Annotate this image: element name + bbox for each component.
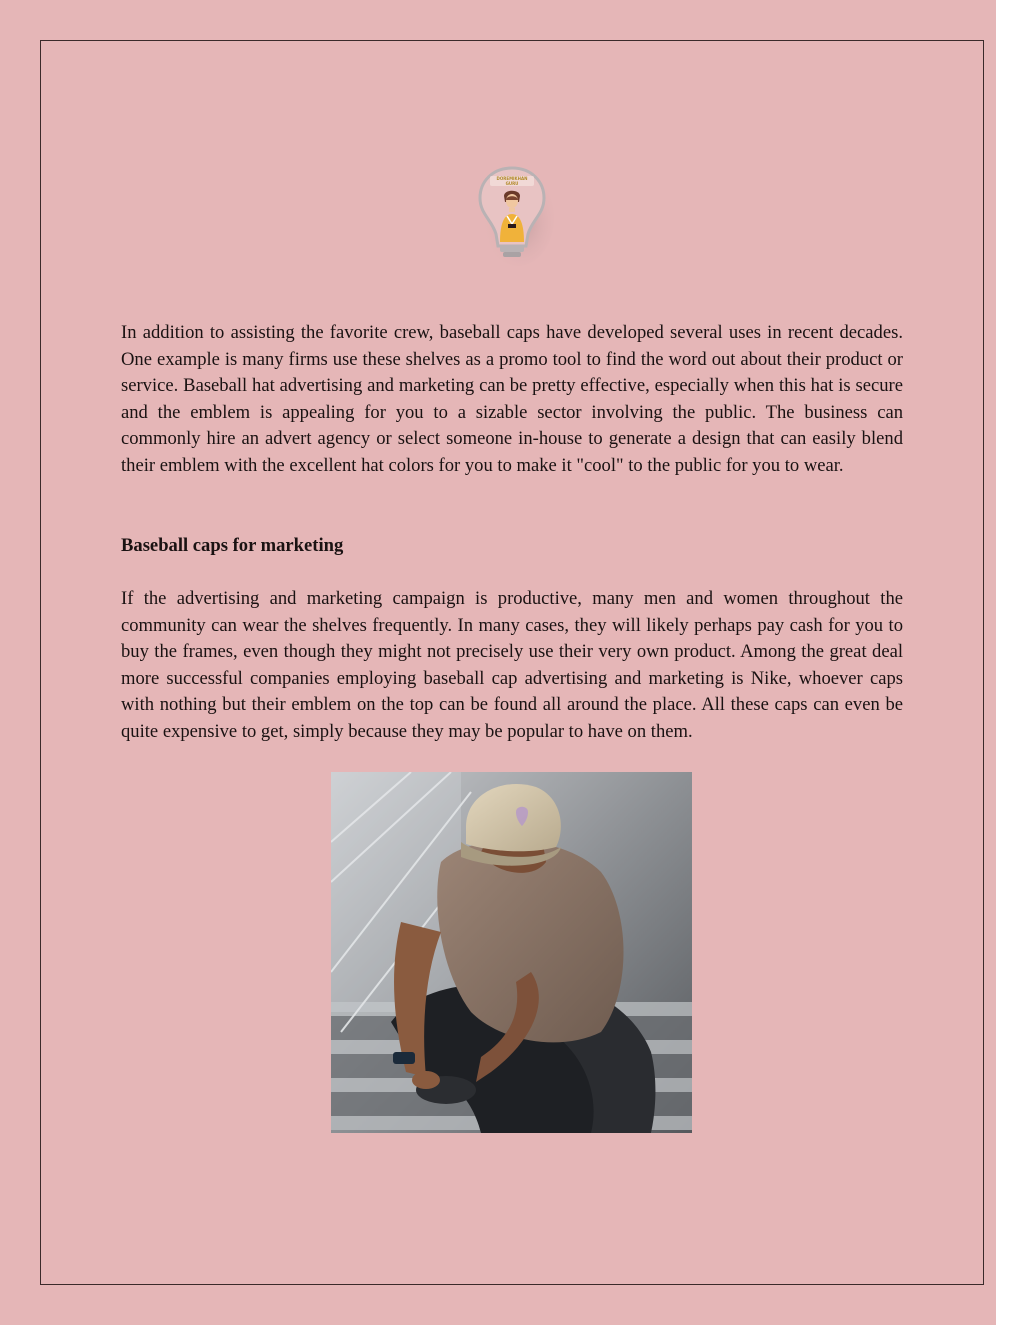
lightbulb-woman-logo-icon — [474, 162, 554, 270]
section-heading: Baseball caps for marketing — [121, 535, 344, 556]
man-in-baseball-cap-photo-icon — [331, 772, 692, 1133]
svg-text:DOREMIKHAN: DOREMIKHAN — [496, 176, 528, 181]
svg-text:GURU: GURU — [505, 181, 519, 186]
body-paragraph-2: If the advertising and marketing campaign is productive, many men and women throughout the community can wear the shelves frequently. In many cases, they will likely perhaps pay cash for you to buy the frames, even though they might not precisely use their very own product. Among the great deal more successful companies employing baseball cap advertising and marketing is Nike, whoever caps with nothing but their emblem on the top can be found all around the place. All these caps can even be quite expensive to get, simply because they may be popular to have on them. — [121, 588, 903, 742]
body-paragraph-1: In addition to assisting the favorite crew, baseball caps have developed several uses in recent decades. One example is many firms use these shelves as a promo tool to find the word out about their product or service. Baseball hat advertising and marketing can be pretty effective, especially when this hat is secure and the emblem is appealing for you to a sizable sector involving the public. The business can commonly hire an advert agency or select someone in-house to generate a design that can easily blend their emblem with the excellent hat colors for you to make it "cool" to the public for you to wear. — [121, 322, 903, 476]
